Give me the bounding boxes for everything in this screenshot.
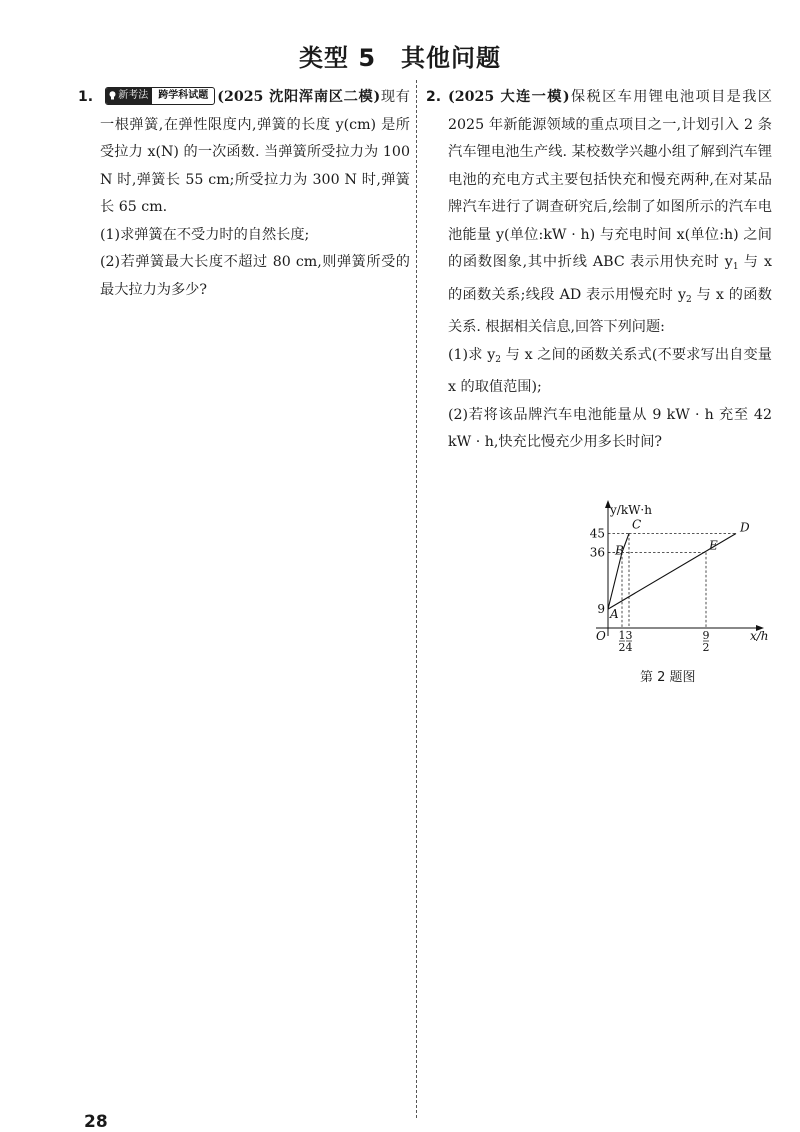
question-2: [426, 84, 772, 457]
part-1-text-b: 与 x 之间的函数关系式(不要求写出自变量 x 的取值范围);: [448, 346, 772, 395]
x-tick-denominator: 2: [618, 641, 626, 654]
badge-type-label: 跨学科试题: [158, 89, 209, 101]
question-part-1: (1)求弹簧在不受力时的自然长度;: [100, 226, 310, 243]
section-title: 类型 5 其他问题: [298, 44, 502, 72]
subscript-2: 2: [686, 294, 692, 305]
x-axis-label: x/h: [750, 629, 769, 643]
subscript-1: 1: [732, 262, 739, 272]
point-label-b: B: [615, 543, 624, 558]
function-graph: [588, 490, 788, 690]
page-number: 28: [84, 1112, 108, 1132]
question-source: (2025 大连一模): [448, 89, 570, 105]
x-tick-numerator: 3: [625, 629, 633, 642]
column-divider: [416, 80, 417, 1118]
point-label-d: D: [740, 520, 750, 535]
question-number: 1.: [78, 89, 94, 105]
lightbulb-icon: [109, 91, 116, 100]
subscript-2: 2: [495, 354, 501, 365]
question-part-1: [448, 342, 772, 402]
y-axis-label: y/kW·h: [610, 503, 652, 517]
badge-new-label: 新考法: [118, 89, 149, 101]
question-stem-c: 与 x 的函数关系. 根据相关信息,回答下列问题:: [448, 286, 772, 335]
x-tick-denominator: 2: [702, 641, 710, 654]
point-labels: [609, 518, 750, 622]
question-part-2: (2)若将该品牌汽车电池能量从 9 kW · h 充至 42 kW · h,快充比慢充少用多长时间?: [448, 406, 772, 450]
question-badge: [105, 87, 215, 105]
y-tick-label: 36: [589, 545, 605, 560]
point-label-a: A: [610, 607, 619, 622]
question-stem-a: 保税区车用锂电池项目是我区 2025 年新能源领域的重点项目之一,计划引入 2 条汽车锂电池生产线. 某校数学兴趣小组了解到汽车锂电池的充电方式主要包括快充和慢充两种,在对某品牌汽车进行了调查研究后,绘制了如图所示的汽车电池能量 y(单位:kW · h) 与充电时间 x(单位:h) 之间的函数图象,其中折线 ABC 表示用快充时 y: [448, 89, 772, 270]
x-tick-denominator: 4: [625, 641, 633, 654]
question-number: 2.: [426, 89, 442, 105]
x-tick-numerator: 9: [702, 629, 710, 642]
question-1: [78, 84, 410, 304]
part-1-text-a: (1)求 y: [448, 346, 496, 363]
question-stem: 现有一根弹簧,在弹性限度内,弹簧的长度 y(cm) 是所受拉力 x(N) 的一次函数. 当弹簧所受拉力为 100 N 时,弹簧长 55 cm;所受拉力为 300 N 时,弹簧长 65 cm.: [100, 89, 410, 215]
point-label-c: C: [632, 517, 642, 532]
question-stem-b: 与 x 的函数关系;线段 AD 表示用慢充时 y: [448, 254, 772, 303]
y-tick-label: 9: [597, 602, 605, 617]
origin-label: O: [596, 629, 606, 643]
point-label-e: E: [709, 538, 718, 553]
y-tick-label: 45: [589, 526, 605, 541]
figure-caption: 第 2 题图: [640, 670, 696, 685]
question-part-2: (2)若弹簧最大长度不超过 80 cm,则弹簧所受的最大拉力为多少?: [100, 254, 410, 298]
x-tick-numerator: 1: [618, 629, 626, 642]
question-source: (2025 沈阳浑南区二模): [217, 89, 381, 105]
